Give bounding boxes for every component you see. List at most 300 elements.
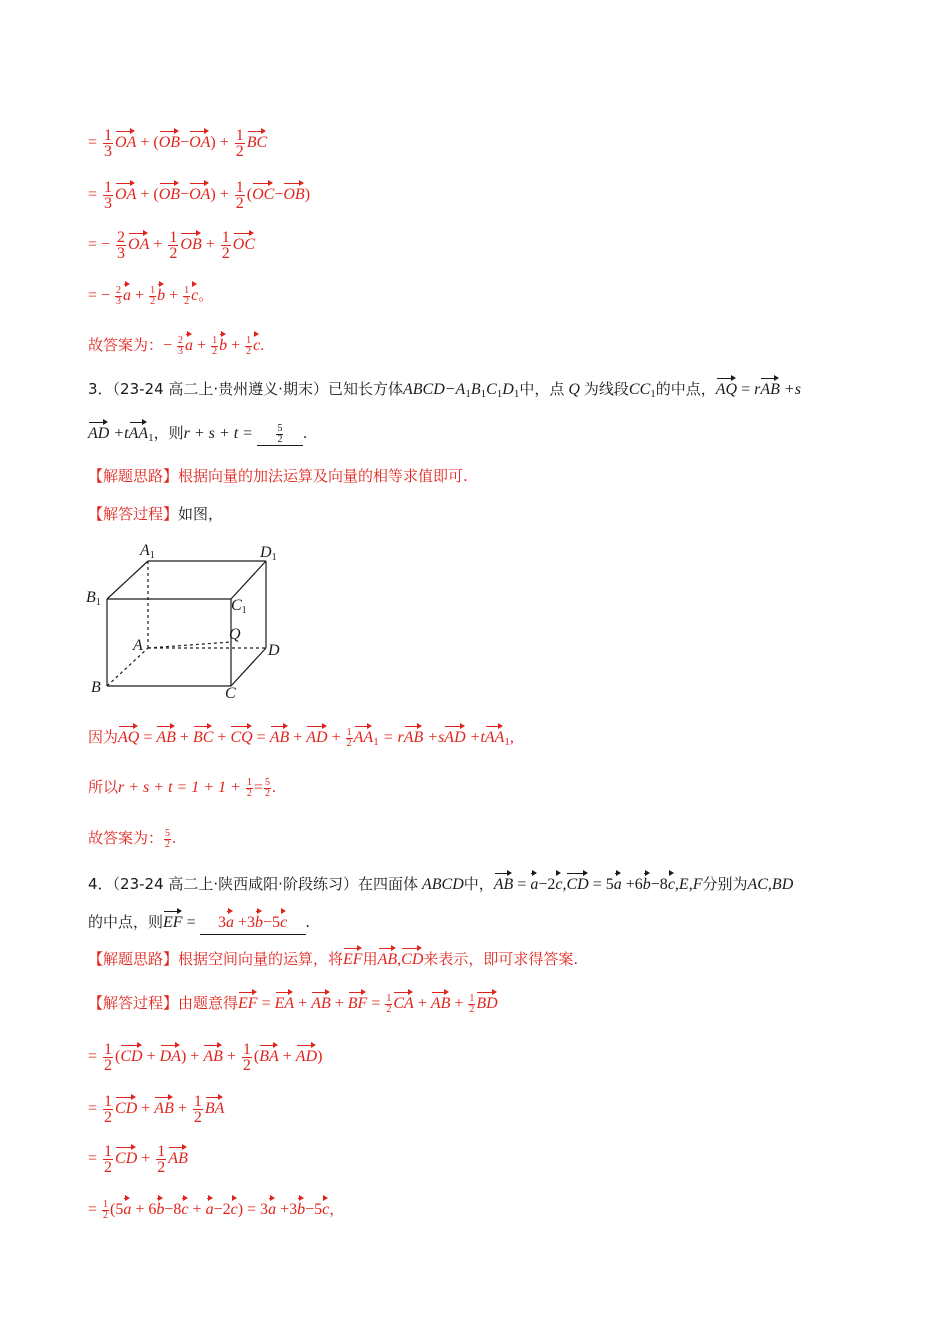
question-3-line-1	[88, 376, 801, 405]
cuboid-figure	[85, 538, 295, 703]
math-text: +	[141, 1100, 151, 1118]
vector-symbol: AB	[156, 724, 176, 749]
math-text: 来表示，即可求得答案.	[423, 950, 579, 968]
math-text: 1	[246, 776, 252, 788]
q3-solution-process	[88, 503, 223, 526]
math-text: 1	[193, 1093, 202, 1110]
vector-symbol: CD	[120, 1043, 142, 1068]
vector-symbol: OA	[115, 181, 136, 206]
math-text: +	[331, 729, 341, 746]
math-text: 3	[178, 345, 184, 357]
math-text: 1	[148, 432, 154, 444]
q4-solution-idea	[88, 946, 578, 971]
math-text: −5	[263, 914, 281, 931]
vector-symbol: EF	[238, 990, 258, 1015]
math-text: ) = 3	[237, 1201, 269, 1218]
math-text: 1	[103, 1198, 109, 1210]
math-text: 2	[165, 838, 171, 850]
vector-symbol: AB	[494, 871, 514, 896]
math-text: +	[417, 995, 427, 1012]
math-text: 。	[198, 286, 214, 304]
math-text: 已知长方体	[327, 380, 403, 398]
fraction	[246, 778, 253, 799]
vector-symbol: c	[668, 871, 675, 896]
vector-symbol: b	[643, 871, 651, 896]
math-text: +	[153, 236, 163, 254]
vector-symbol: c	[322, 1196, 329, 1221]
math-text: −2	[213, 1201, 231, 1218]
math-text: r + s + t = 1 + 1 +	[118, 779, 241, 796]
math-text: C	[486, 381, 497, 398]
math-text: +	[192, 1201, 202, 1218]
math-text: = −	[88, 287, 111, 304]
math-text: 所以	[88, 778, 119, 796]
math-text: =	[88, 134, 98, 152]
math-text: 1	[241, 605, 247, 616]
vector-symbol: OA	[189, 129, 210, 154]
vector-symbol: OA	[115, 129, 136, 154]
math-text: +3	[280, 1201, 298, 1218]
q3-solution-line-1	[88, 724, 514, 753]
vector-symbol: AB	[203, 1043, 223, 1068]
math-text: 2	[193, 1109, 202, 1126]
math-text: .	[302, 425, 307, 442]
math-text: )	[304, 186, 311, 204]
math-text: ,E,F	[674, 876, 703, 893]
math-text: 1	[149, 550, 155, 561]
math-text: 由题意得	[178, 994, 239, 1012]
math-text: 1	[212, 334, 218, 346]
vector-symbol: a	[226, 909, 234, 934]
math-text: 2	[103, 1209, 109, 1221]
vector-symbol: BC	[193, 724, 213, 749]
q4-solution-line-2	[88, 1094, 224, 1125]
vector-symbol: AB	[154, 1095, 174, 1120]
fraction	[103, 180, 113, 211]
math-text: =	[88, 1201, 98, 1218]
fraction	[103, 1094, 113, 1125]
fraction	[156, 1144, 166, 1175]
math-text: 1	[346, 726, 352, 738]
math-text: +t	[469, 729, 485, 746]
vector-symbol: b	[219, 332, 227, 357]
math-text: +	[205, 236, 215, 254]
math-text: +	[169, 287, 179, 304]
math-text: 3	[104, 195, 113, 212]
math-text: C	[231, 597, 242, 614]
math-text: =	[88, 1150, 98, 1168]
section-label: 【解题思路】	[88, 467, 179, 485]
section-label: 【解答过程】	[88, 505, 179, 523]
vector-symbol: AB	[431, 990, 451, 1015]
fraction	[276, 424, 283, 445]
vector-symbol: OA	[128, 231, 149, 256]
question-3-line-2	[88, 420, 307, 449]
vector-symbol: CD	[566, 871, 588, 896]
vector-symbol: c	[181, 1196, 188, 1221]
edge-CD	[231, 648, 266, 686]
vector-symbol: AA	[485, 724, 505, 749]
math-text: 5	[277, 422, 283, 434]
vector-symbol: OC	[233, 231, 255, 256]
math-text: =	[371, 995, 381, 1012]
q4-solution-line-1	[88, 1042, 322, 1073]
math-text: CC	[628, 381, 651, 398]
math-text: ，则	[153, 424, 184, 442]
math-text: 1	[386, 992, 392, 1004]
math-text: 3	[104, 143, 113, 160]
math-text: ABCD−A	[402, 381, 466, 398]
math-text: B	[470, 381, 481, 398]
math-text: =	[261, 995, 271, 1012]
question-4-line-2	[88, 909, 310, 935]
math-text: 1	[650, 388, 656, 400]
math-text: +	[146, 1048, 156, 1066]
fraction	[385, 994, 392, 1015]
math-text: 3	[117, 245, 126, 262]
math-text: 因为	[88, 728, 119, 746]
math-text: 2	[104, 1159, 113, 1176]
math-text: ,	[562, 876, 567, 893]
math-text: (	[246, 186, 253, 204]
math-text: = 5	[592, 876, 614, 893]
math-text: 1	[169, 229, 178, 246]
math-text: 1	[150, 284, 156, 296]
solution-line-1	[88, 128, 267, 159]
vector-symbol: CD	[401, 946, 423, 971]
math-text: −	[163, 337, 173, 354]
math-text: Q	[568, 381, 580, 398]
math-text: r + s + t =	[183, 425, 253, 442]
math-text: =	[517, 876, 527, 893]
math-text: 2	[235, 143, 244, 160]
math-text: +s	[783, 381, 801, 398]
math-text: 1	[246, 334, 252, 346]
vector-symbol: a	[185, 332, 193, 357]
math-text: 故答案为：	[88, 829, 164, 847]
fraction	[242, 1042, 252, 1073]
q4-solution-line-4	[88, 1196, 344, 1221]
section-label: 【解题思路】	[88, 950, 179, 968]
math-text: =	[143, 729, 153, 746]
math-text: 2	[104, 1109, 113, 1126]
math-text: ，	[329, 1200, 345, 1218]
math-text: 1	[480, 388, 487, 400]
vector-symbol: AB	[311, 990, 331, 1015]
math-text: −	[180, 134, 190, 152]
math-text: 1	[157, 1143, 166, 1160]
math-text: ,	[397, 951, 402, 968]
vector-symbol: AD	[296, 1043, 317, 1068]
fraction	[164, 829, 171, 850]
vector-symbol: c	[191, 282, 198, 307]
fraction	[177, 336, 184, 357]
label-B1	[86, 589, 101, 608]
q4-solution-process	[88, 990, 498, 1015]
vector-symbol: b	[297, 1196, 305, 1221]
math-text: 1	[184, 284, 190, 296]
vector-symbol: AD	[306, 724, 327, 749]
math-text: 根据空间向量的运算，将	[178, 950, 344, 968]
math-text: −	[274, 186, 284, 204]
math-text: 1	[104, 1041, 113, 1058]
label-C1	[231, 597, 247, 616]
math-text: 根据向量的加法运算及向量的相等求值即可.	[178, 467, 468, 485]
vector-symbol: OB	[159, 129, 180, 154]
vector-symbol: c	[280, 909, 287, 934]
math-text: +6	[625, 876, 643, 893]
math-text: 2	[178, 334, 184, 346]
math-text: −	[180, 186, 190, 204]
vector-symbol: AD	[88, 420, 109, 445]
fraction	[346, 728, 353, 749]
fraction	[116, 230, 126, 261]
math-text: 1	[242, 1041, 251, 1058]
math-text: ) +	[180, 1048, 200, 1066]
math-text: +s	[427, 729, 445, 746]
math-text: 2	[246, 787, 252, 799]
math-text: −8	[164, 1201, 182, 1218]
question-4-line-1	[88, 871, 793, 896]
fraction	[102, 1200, 109, 1221]
math-text: +	[282, 1048, 292, 1066]
vector-symbol: b	[157, 282, 165, 307]
fraction	[235, 128, 245, 159]
math-text: = −	[88, 236, 111, 254]
math-text: 的中点，则	[88, 913, 164, 931]
answer-blank	[257, 423, 303, 446]
math-text: 2	[157, 1159, 166, 1176]
segment-AQ	[148, 642, 231, 648]
vector-symbol: c	[231, 1196, 238, 1221]
math-text: 1	[235, 179, 244, 196]
vector-symbol: c	[555, 871, 562, 896]
math-text: 1	[373, 736, 379, 748]
vector-symbol: AB	[404, 724, 424, 749]
math-text: 2	[235, 195, 244, 212]
math-text: =	[88, 186, 98, 204]
math-text: 5	[264, 776, 270, 788]
math-text: 1	[221, 229, 230, 246]
math-text: 2	[116, 284, 122, 296]
math-text: 3	[218, 914, 226, 931]
math-text: 1	[504, 736, 510, 748]
fraction	[245, 336, 252, 357]
vector-symbol: a	[206, 1196, 214, 1221]
section-label: 【解答过程】	[88, 994, 179, 1012]
math-text: 2	[212, 345, 218, 357]
math-text: 如图，	[178, 505, 224, 523]
vector-symbol: c	[253, 332, 260, 357]
math-text: 1	[271, 552, 277, 563]
math-text: 1	[469, 992, 475, 1004]
vector-symbol: OA	[189, 181, 210, 206]
math-text: 用	[362, 950, 378, 968]
vector-symbol: AB	[760, 376, 780, 401]
vector-symbol: AA	[354, 724, 374, 749]
math-text: 在四面体	[357, 875, 418, 893]
math-text: 1	[104, 127, 113, 144]
math-text: 2	[169, 245, 178, 262]
math-text: 1	[235, 127, 244, 144]
answer-line-q2	[88, 332, 264, 357]
question-number: 3．	[88, 380, 113, 398]
math-text: +	[293, 729, 303, 746]
math-text: 1	[104, 179, 113, 196]
math-text: .	[172, 830, 177, 847]
math-text: +t	[113, 425, 129, 442]
q4-solution-line-3	[88, 1144, 188, 1175]
question-number: 4．	[88, 875, 113, 893]
math-text: 1	[104, 1093, 113, 1110]
fraction	[103, 1042, 113, 1073]
math-text: )	[317, 1048, 323, 1066]
math-text: =	[256, 729, 266, 746]
math-text: =	[741, 381, 751, 398]
math-text: 2	[117, 229, 126, 246]
math-text: +	[141, 1150, 151, 1168]
fraction	[193, 1094, 203, 1125]
math-text: 2	[277, 433, 283, 445]
math-text: 3	[116, 295, 122, 307]
math-text: + 6	[135, 1201, 157, 1218]
vector-symbol: BF	[348, 990, 368, 1015]
vector-symbol: OC	[252, 181, 274, 206]
math-text: AC,BD	[747, 876, 794, 893]
q3-solution-idea	[88, 465, 468, 488]
vector-symbol: OB	[180, 231, 201, 256]
math-text: ABCD	[421, 876, 464, 893]
math-text: 中，点	[519, 380, 565, 398]
vector-symbol: EA	[275, 990, 295, 1015]
math-text: = r	[382, 729, 404, 746]
solution-line-2	[88, 180, 310, 211]
vector-symbol: AA	[129, 420, 149, 445]
vector-symbol: EF	[343, 946, 363, 971]
question-source: （23-24 高二上·陕西咸阳·阶段练习）	[112, 875, 358, 893]
math-text: 5	[165, 827, 171, 839]
math-text: +	[217, 729, 227, 746]
math-text: 2	[221, 245, 230, 262]
fraction	[183, 286, 190, 307]
vector-symbol: CQ	[230, 724, 252, 749]
math-text: 1	[496, 388, 503, 400]
vector-symbol: BD	[476, 990, 497, 1015]
math-text: +	[226, 1048, 236, 1066]
solution-line-4	[88, 282, 213, 307]
q3-answer	[88, 827, 176, 850]
math-text: −8	[650, 876, 668, 893]
math-text: A	[140, 542, 150, 559]
vector-symbol: a	[123, 1196, 131, 1221]
math-text: 2	[386, 1003, 392, 1015]
solution-line-3	[88, 230, 255, 261]
math-text: (	[253, 1048, 260, 1066]
math-text: + (	[140, 186, 159, 204]
fraction	[168, 230, 178, 261]
vector-symbol: AB	[378, 946, 398, 971]
edge-C1D1	[231, 561, 266, 599]
vector-symbol: AD	[444, 724, 465, 749]
math-text: .	[260, 337, 265, 354]
math-text: +3	[238, 914, 256, 931]
answer-blank	[200, 909, 306, 935]
vector-symbol: CD	[115, 1095, 137, 1120]
math-text: −2	[538, 876, 556, 893]
vector-symbol: b	[255, 909, 263, 934]
edge-B1A1	[107, 561, 148, 599]
label-D: D	[268, 642, 280, 659]
vector-symbol: a	[268, 1196, 276, 1221]
vector-symbol: b	[156, 1196, 164, 1221]
math-text: 2	[469, 1003, 475, 1015]
math-text: +	[454, 995, 464, 1012]
math-text: +	[179, 729, 189, 746]
math-text: ,	[509, 729, 514, 746]
label-Q: Q	[229, 626, 241, 643]
math-text: 故答案为：	[88, 336, 164, 354]
fraction	[264, 778, 271, 799]
math-text: (5	[110, 1201, 124, 1218]
label-A: A	[133, 637, 143, 654]
math-text: 2	[104, 1057, 113, 1074]
fraction	[103, 128, 113, 159]
math-text: 1	[95, 597, 101, 608]
math-text: 1	[465, 388, 471, 400]
vector-symbol: BA	[205, 1095, 225, 1120]
vector-symbol: EF	[163, 909, 183, 934]
vector-symbol: AQ	[118, 724, 139, 749]
math-text: 2	[184, 295, 190, 307]
math-text: ) +	[210, 134, 229, 152]
math-text: B	[86, 589, 96, 606]
fraction	[221, 230, 231, 261]
vector-symbol: AB	[270, 724, 290, 749]
math-text: 1	[104, 1143, 113, 1160]
math-text: D	[502, 381, 514, 398]
math-text: =	[88, 1048, 98, 1066]
math-text: ) +	[210, 186, 229, 204]
math-text: D	[260, 544, 272, 561]
vector-symbol: BA	[259, 1043, 279, 1068]
math-text: +	[298, 995, 308, 1012]
math-text: 2	[242, 1057, 251, 1074]
math-text: 中，	[463, 875, 494, 893]
math-text: 为线段	[583, 380, 629, 398]
math-text: 的中点，	[655, 380, 716, 398]
vector-symbol: CD	[115, 1145, 137, 1170]
label-D1	[259, 544, 277, 563]
math-text: 1	[513, 388, 520, 400]
vector-symbol: AQ	[716, 376, 737, 401]
vector-symbol: CA	[393, 990, 413, 1015]
math-text: 2	[150, 295, 156, 307]
fraction	[103, 1144, 113, 1175]
vector-symbol: BC	[247, 129, 267, 154]
label-C: C	[225, 685, 236, 702]
label-A1	[139, 542, 155, 561]
vector-symbol: a	[123, 282, 131, 307]
math-text: =	[253, 779, 263, 796]
vector-symbol: a	[614, 871, 622, 896]
fraction	[149, 286, 156, 307]
math-text: +	[177, 1100, 187, 1118]
label-B: B	[91, 679, 101, 696]
vector-symbol: OB	[283, 181, 304, 206]
math-text: 2	[246, 345, 252, 357]
math-text: (	[115, 1048, 121, 1066]
fraction	[235, 180, 245, 211]
